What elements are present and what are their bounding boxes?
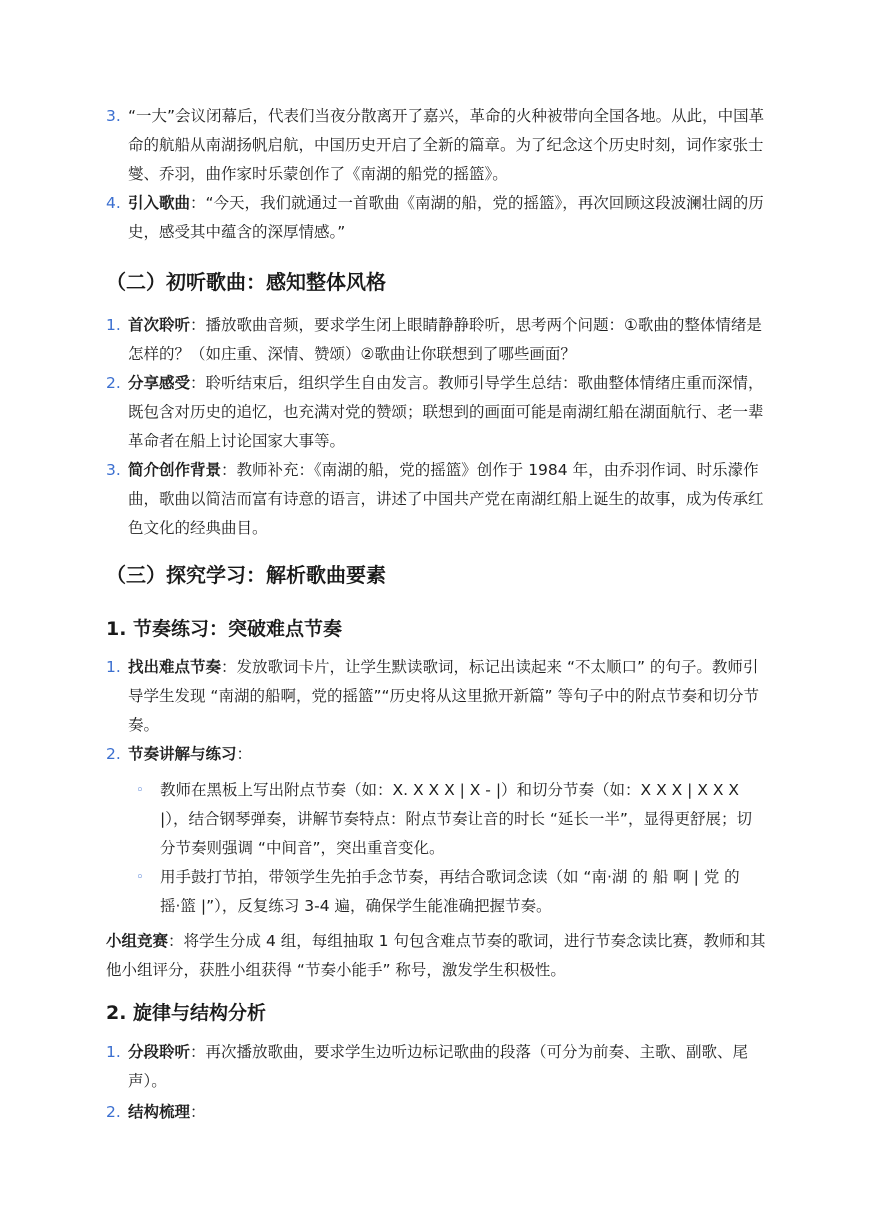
list-lead: 首次聆听 [128, 316, 191, 334]
list-item [106, 456, 766, 543]
list-text: ：再次播放歌曲，要求学生边听边标记歌曲的段落（可分为前奏、主歌、副歌、尾声）。 [128, 1043, 749, 1090]
list-item [106, 102, 766, 189]
list-lead: 分段聆听 [128, 1043, 191, 1061]
list-text: ：播放歌曲音频，要求学生闭上眼睛静静聆听，思考两个问题：①歌曲的整体情绪是怎样的？（如庄重、深情、赞颂）②歌曲让你联想到了哪些画面？ [128, 316, 762, 363]
list-text: ：“今天，我们就通过一首歌曲《南湖的船，党的摇篮》，再次回顾这段波澜壮阔的历史，感受其中蕴含的深厚情感。” [128, 194, 764, 241]
list-number: 1. [106, 1043, 121, 1061]
list-text: ：教师补充：《南湖的船，党的摇篮》创作于 1984 年，由乔羽作词、时乐濛作曲，歌曲以简洁而富有诗意的语言，讲述了中国共产党在南湖红船上诞生的故事，成为传承红色文化的经典曲目。 [128, 461, 764, 537]
bullet-circle-icon: ◦ [136, 870, 144, 885]
bullet-text: 用手鼓打节拍，带领学生先拍手念节奏，再结合歌词念读（如 “南·湖 的 船 啊 | 党 的 摇·篮 |”），反复练习 3-4 遍，确保学生能准确把握节奏。 [160, 868, 740, 915]
contest-text: ：将学生分成 4 组，每组抽取 1 句包含难点节奏的歌词，进行节奏念读比赛，教师和其他小组评分，获胜小组获得 “节奏小能手” 称号，激发学生积极性。 [106, 932, 766, 979]
section-heading-explore: （三）探究学习：解析歌曲要素 [106, 563, 386, 587]
bullet-item [136, 776, 756, 863]
list-item [106, 189, 766, 247]
list-number: 1. [106, 316, 121, 334]
bullet-text: 教师在黑板上写出附点节奏（如：X. X X X | X - |）和切分节奏（如：X X X | X X X |），结合钢琴弹奏，讲解节奏特点：附点节奏让音的时长 “延长一半”，显得更舒展；切分节奏则强调 “中间音”，突出重音变化。 [160, 781, 752, 857]
list-lead: 找出难点节奏 [128, 658, 222, 676]
list-item [106, 740, 766, 769]
list-lead: 节奏讲解与练习 [128, 745, 237, 763]
subsection-heading-rhythm: 1. 节奏练习：突破难点节奏 [106, 618, 343, 640]
subsection-heading-melody: 2. 旋律与结构分析 [106, 1002, 267, 1024]
list-lead: 结构梳理 [128, 1103, 191, 1121]
list-item [106, 1098, 766, 1127]
contest-paragraph [106, 927, 766, 985]
section-heading-listen: （二）初听歌曲：感知整体风格 [106, 270, 386, 294]
list-text: ：聆听结束后，组织学生自由发言。教师引导学生总结：歌曲整体情绪庄重而深情，既包含对历史的追忆，也充满对党的赞颂；联想到的画面可能是南湖红船在湖面航行、老一辈革命者在船上讨论国家大事等。 [128, 374, 764, 450]
list-text: ：发放歌词卡片，让学生默读歌词，标记出读起来 “不太顺口” 的句子。教师引导学生发现 “南湖的船啊，党的摇篮”“历史将从这里掀开新篇” 等句子中的附点节奏和切分节奏。 [128, 658, 759, 734]
list-text: ： [190, 1103, 206, 1121]
list-item [106, 311, 766, 369]
list-number: 1. [106, 658, 121, 676]
contest-lead: 小组竞赛 [106, 932, 169, 950]
list-number: 2. [106, 1103, 121, 1121]
list-number: 2. [106, 374, 121, 392]
list-lead: 简介创作背景 [128, 461, 222, 479]
list-text: ： [236, 745, 253, 763]
list-lead: 引入歌曲 [128, 194, 191, 212]
list-number: 4. [106, 194, 121, 212]
list-lead: 分享感受 [128, 374, 191, 392]
list-number: 2. [106, 745, 121, 763]
list-item [106, 369, 766, 456]
list-item [106, 1038, 766, 1096]
list-number: 3. [106, 107, 121, 125]
list-item [106, 653, 766, 740]
bullet-item [136, 863, 756, 921]
bullet-circle-icon: ◦ [136, 783, 144, 798]
list-number: 3. [106, 461, 121, 479]
list-text: “一大”会议闭幕后，代表们当夜分散离开了嘉兴，革命的火种被带向全国各地。从此，中国革命的航船从南湖扬帆启航，中国历史开启了全新的篇章。为了纪念这个历史时刻，词作家张士燮、乔羽，曲作家时乐蒙创作了《南湖的船党的摇篮》。 [128, 107, 765, 183]
